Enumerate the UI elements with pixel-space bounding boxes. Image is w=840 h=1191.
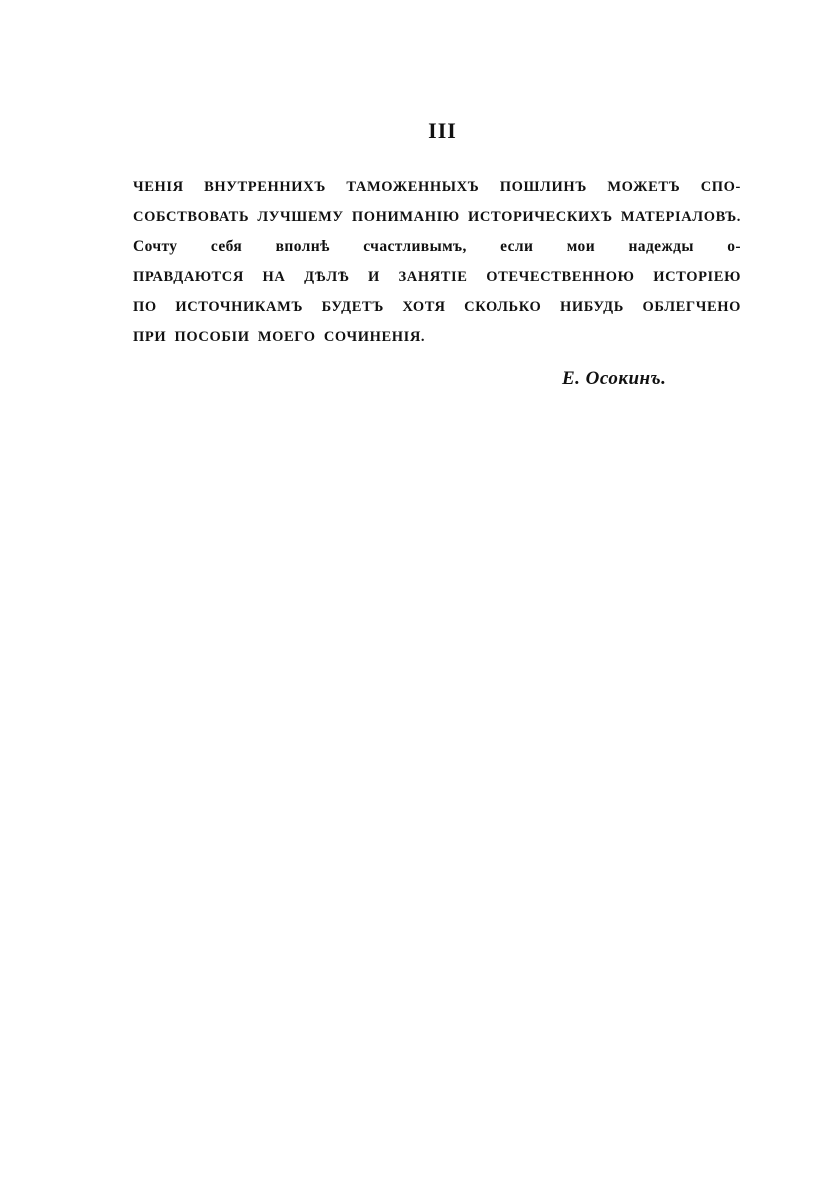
text-line: Сочту себя вполнѣ счастливымъ, если мои надежды о- bbox=[133, 238, 741, 255]
author-signature: Е. Осокинъ. bbox=[562, 368, 667, 389]
text-line: ПРИ ПОСОБІИ МОЕГО СОЧИНЕНІЯ. bbox=[133, 329, 426, 345]
text-line: СОБСТВОВАТЬ ЛУЧШЕМУ ПОНИМАНІЮ ИСТОРИЧЕСКИХЪ МАТЕРІАЛОВЪ. bbox=[133, 209, 741, 225]
text-line: ПО ИСТОЧНИКАМЪ БУДЕТЪ ХОТЯ СКОЛЬКО НИБУДЬ ОБЛЕГЧЕНО bbox=[133, 299, 741, 315]
page-number: III bbox=[428, 118, 457, 143]
body-paragraph bbox=[133, 172, 741, 352]
text-line: ЧЕНІЯ ВНУТРЕННИХЪ ТАМОЖЕННЫХЪ ПОШЛИНЪ МОЖЕТЪ СПО- bbox=[133, 179, 741, 195]
text-line: ПРАВДАЮТСЯ НА ДѢЛѢ И ЗАНЯТІЕ ОТЕЧЕСТВЕННОЮ ИСТОРІЕЮ bbox=[133, 269, 741, 285]
